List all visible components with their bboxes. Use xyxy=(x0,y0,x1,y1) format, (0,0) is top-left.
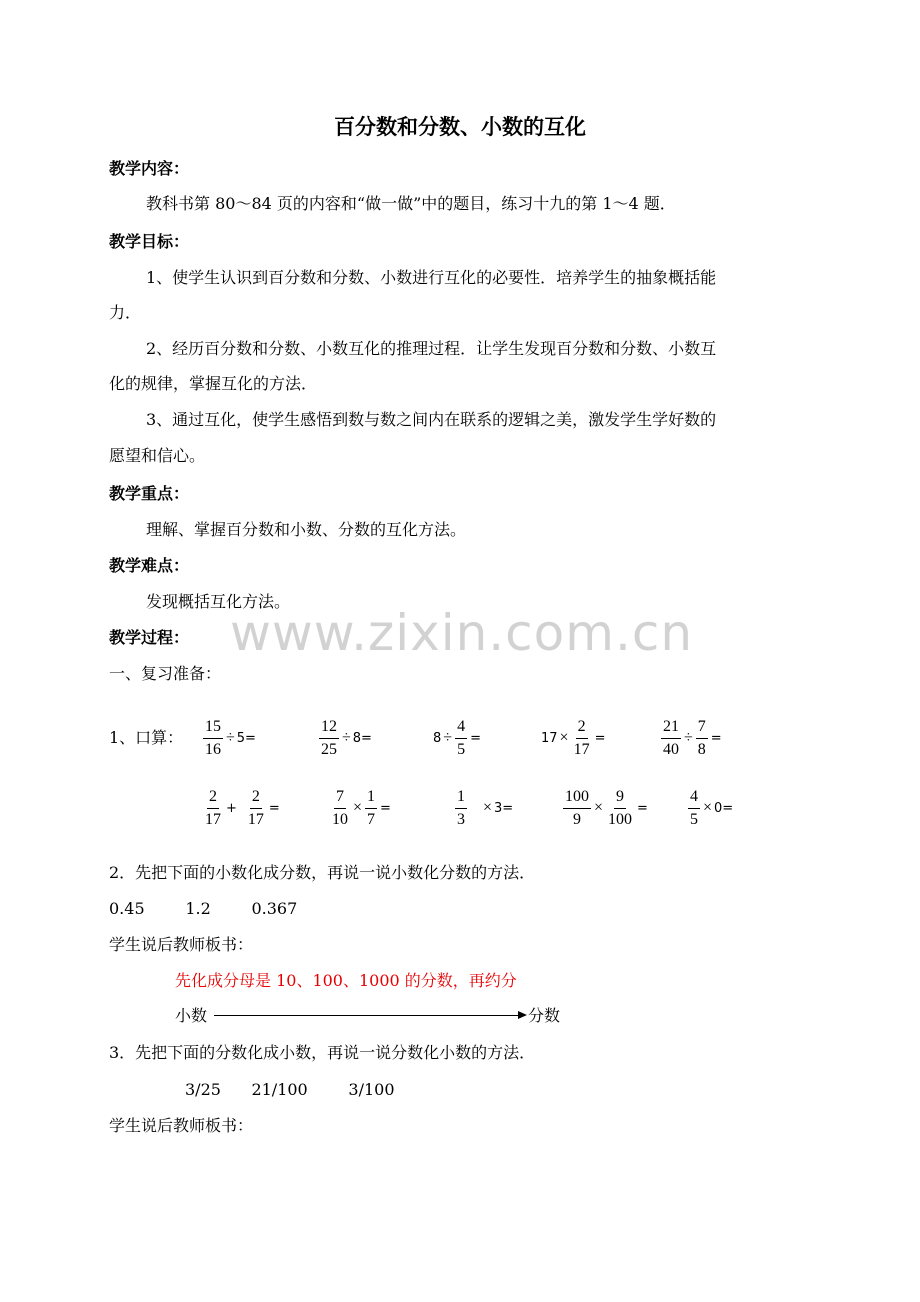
denominator: 17 xyxy=(573,740,590,758)
difficulty-text: 发现概括互化方法。 xyxy=(146,592,291,611)
numerator: 2 xyxy=(207,788,219,809)
expr-tail: 5= xyxy=(236,730,256,746)
q2-board-intro: 学生说后教师板书： xyxy=(109,935,254,954)
expr-tail: = xyxy=(470,730,481,746)
oral-expr-r1-1 xyxy=(201,713,257,763)
divide-sign: ÷ xyxy=(342,729,351,746)
q2-red-note: 先化成分母是 10、100、1000 的分数，再约分 xyxy=(175,971,517,990)
fraction xyxy=(455,718,467,759)
fraction xyxy=(455,788,467,829)
numerator: 4 xyxy=(455,718,467,739)
q2-to-label: 分数 xyxy=(528,1006,561,1025)
oral-expr-r2-1 xyxy=(201,783,281,833)
expr-tail: = xyxy=(268,800,280,816)
numerator: 21 xyxy=(661,718,681,739)
expr-tail: 3= xyxy=(494,800,514,816)
oral-expr-r1-4 xyxy=(540,713,606,763)
oral-label: 1、口算： xyxy=(109,728,184,747)
oral-expr-r2-2 xyxy=(328,783,392,833)
denominator: 100 xyxy=(608,810,633,828)
fraction xyxy=(606,788,634,829)
numerator: 1 xyxy=(365,788,377,809)
divide-sign: ÷ xyxy=(684,729,693,746)
plus-sign: + xyxy=(226,800,237,816)
denominator: 8 xyxy=(697,740,706,758)
fraction xyxy=(688,788,700,829)
expr-tail: = xyxy=(380,800,391,816)
q3-board-intro: 学生说后教师板书： xyxy=(109,1116,254,1135)
numerator: 15 xyxy=(203,718,223,739)
page-title: 百分数和分数、小数的互化 xyxy=(334,114,586,139)
oral-expr-r2-4 xyxy=(561,783,649,833)
q2-text: 2．先把下面的小数化成分数，再说一说小数化分数的方法． xyxy=(109,863,536,882)
expr-tail: 8= xyxy=(352,730,372,746)
multiply-sign: × xyxy=(559,729,569,746)
process-heading: 教学过程： xyxy=(109,628,190,647)
fraction xyxy=(696,718,708,759)
denominator: 17 xyxy=(247,810,264,828)
expr-tail: 0= xyxy=(714,800,734,816)
denominator: 9 xyxy=(573,810,581,828)
multiply-sign: × xyxy=(594,799,604,816)
expr-tail: = xyxy=(710,730,722,746)
oral-expr-r1-2 xyxy=(317,713,373,763)
oral-expr-r1-5 xyxy=(659,713,723,763)
q3-values: 3/25 21/100 3/100 xyxy=(185,1080,395,1099)
denominator: 10 xyxy=(332,810,348,828)
fraction xyxy=(319,718,339,759)
goal1-line1: 1、使学生认识到百分数和分数、小数进行互化的必要性．培养学生的抽象概括能 xyxy=(146,268,717,287)
fraction xyxy=(203,718,223,759)
numerator: 7 xyxy=(334,788,346,809)
goal2-line1: 2、经历百分数和分数、小数互化的推理过程．让学生发现百分数和分数、小数互 xyxy=(146,339,717,358)
key-heading: 教学重点： xyxy=(109,484,190,503)
arrow-right-icon xyxy=(518,1011,527,1019)
numerator: 9 xyxy=(614,788,626,809)
watermark: www.zixin.com.cn xyxy=(230,604,694,662)
q2-from-label: 小数 xyxy=(175,1006,208,1025)
q2-values: 0.45 1.2 0.367 xyxy=(109,899,298,918)
multiply-sign: × xyxy=(483,799,493,816)
expr-tail: = xyxy=(594,730,606,746)
expr-lead: 8 xyxy=(433,730,442,746)
numerator: 2 xyxy=(576,718,588,739)
fraction xyxy=(563,788,591,829)
fraction xyxy=(572,718,592,759)
goal3-line1: 3、通过互化，使学生感悟到数与数之间内在联系的逻辑之美，激发学生学好数的 xyxy=(146,410,717,429)
goal1-line2: 力． xyxy=(109,303,142,322)
denominator: 17 xyxy=(205,810,221,828)
numerator: 12 xyxy=(319,718,339,739)
denominator: 40 xyxy=(663,740,679,758)
numerator: 2 xyxy=(250,788,262,809)
oral-expr-r1-3 xyxy=(432,713,482,763)
numerator: 7 xyxy=(696,718,708,739)
goals-heading: 教学目标： xyxy=(109,232,190,251)
denominator: 25 xyxy=(321,740,337,758)
fraction xyxy=(203,788,223,829)
multiply-sign: × xyxy=(703,799,713,816)
fraction xyxy=(365,788,377,829)
expr-lead: 17 xyxy=(541,730,558,746)
fraction xyxy=(246,788,266,829)
numerator: 1 xyxy=(455,788,467,809)
difficulty-heading: 教学难点： xyxy=(109,556,190,575)
goal2-line2: 化的规律，掌握互化的方法． xyxy=(109,374,318,393)
oral-expr-r2-3 xyxy=(453,783,514,833)
denominator: 3 xyxy=(457,810,465,828)
numerator: 100 xyxy=(563,788,591,809)
content-heading: 教学内容： xyxy=(109,159,190,178)
review-heading: 一、复习准备： xyxy=(109,664,222,683)
q3-text: 3．先把下面的分数化成小数，再说一说分数化小数的方法． xyxy=(109,1043,536,1062)
denominator: 16 xyxy=(205,740,221,758)
oral-expr-r2-5 xyxy=(686,783,734,833)
numerator: 4 xyxy=(688,788,700,809)
multiply-sign: × xyxy=(353,799,363,816)
expr-tail: = xyxy=(637,800,648,816)
arrow-line xyxy=(214,1015,520,1016)
fraction xyxy=(330,788,350,829)
content-text: 教科书第 80～84 页的内容和“做一做”中的题目，练习十九的第 1～4 题． xyxy=(146,194,676,213)
denominator: 7 xyxy=(367,810,376,828)
denominator: 5 xyxy=(690,810,698,828)
divide-sign: ÷ xyxy=(226,729,235,746)
goal3-line2: 愿望和信心。 xyxy=(109,446,206,465)
denominator: 5 xyxy=(457,740,466,758)
divide-sign: ÷ xyxy=(443,729,453,746)
fraction xyxy=(661,718,681,759)
key-text: 理解、掌握百分数和小数、分数的互化方法。 xyxy=(146,520,467,539)
